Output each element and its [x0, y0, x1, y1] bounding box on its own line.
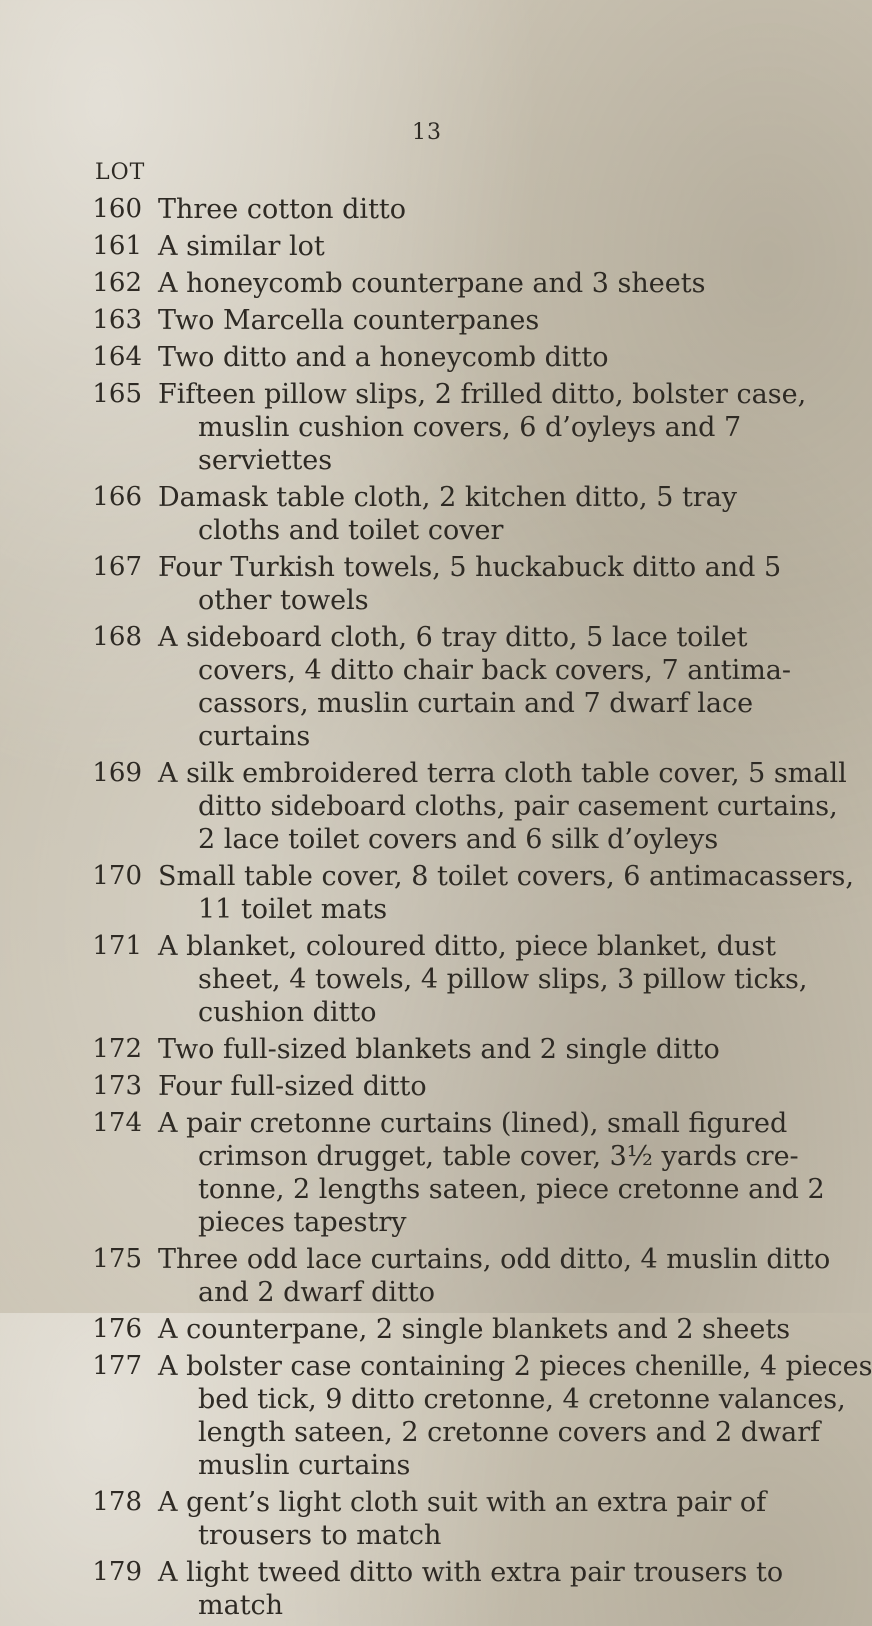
lot-description-line: pieces tapestry	[198, 1207, 407, 1238]
lot-description-line: cushion ditto	[198, 997, 377, 1028]
lot-description-line: tonne, 2 lengths sateen, piece cretonne and 2	[198, 1174, 825, 1205]
lot-description-line: A blanket, coloured ditto, piece blanket, dust	[158, 931, 777, 962]
lot-description-line: A similar lot	[158, 231, 325, 262]
lot-description-line: A honeycomb counterpane and 3 sheets	[158, 268, 706, 299]
lot-description-line: Four Turkish towels, 5 huckabuck ditto and 5	[158, 552, 782, 583]
lot-number: 168	[92, 622, 142, 652]
lot-description-line: Two Marcella counterpanes	[158, 305, 540, 336]
lot-description	[158, 1350, 872, 1482]
lot-description-line: Four full-sized ditto	[158, 1071, 427, 1102]
lot-description-line: match	[198, 1590, 284, 1621]
lot-number: 160	[92, 194, 142, 224]
lot-description	[158, 930, 808, 1029]
lot-description-line: Two full-sized blankets and 2 single ditto	[158, 1034, 720, 1065]
lot-entry	[0, 1313, 800, 1346]
lot-entry	[0, 230, 800, 263]
lot-entry	[0, 1486, 800, 1552]
lot-description-line: sheet, 4 towels, 4 pillow slips, 3 pillow ticks,	[198, 964, 808, 995]
lot-number: 169	[92, 758, 142, 788]
lot-entry	[0, 341, 800, 374]
lot-description-line: A counterpane, 2 single blankets and 2 sheets	[158, 1314, 791, 1345]
lot-description-line: A gent’s light cloth suit with an extra pair of	[158, 1487, 767, 1518]
lot-list	[0, 193, 872, 1626]
lot-description	[158, 551, 782, 617]
lot-description-line: 11 toilet mats	[198, 894, 388, 925]
lot-entry	[0, 1107, 825, 1239]
lot-description-line: Fifteen pillow slips, 2 frilled ditto, bolster case,	[158, 379, 807, 410]
lot-description	[158, 193, 748, 226]
lot-entry	[0, 267, 800, 300]
lot-entry	[0, 1033, 800, 1066]
lot-number: 166	[92, 482, 142, 512]
lot-description-line: 2 lace toilet covers and 6 silk d’oyleys	[198, 824, 719, 855]
lot-description-line: A light tweed ditto with extra pair trousers to	[158, 1557, 784, 1588]
lot-description	[158, 1486, 767, 1552]
page-number: 13	[412, 120, 442, 145]
lot-entry	[0, 1556, 800, 1622]
lot-entry	[0, 481, 800, 547]
lot-entry	[0, 757, 847, 856]
lot-description-line: crimson drugget, table cover, 3½ yards cre-	[198, 1141, 799, 1172]
lot-description-line: A bolster case containing 2 pieces chenille, 4 pieces	[158, 1351, 872, 1382]
lot-number: 171	[92, 931, 142, 961]
lot-description-line: covers, 4 ditto chair back covers, 7 antima-	[198, 655, 792, 686]
lot-description	[158, 1313, 791, 1346]
lot-number: 173	[92, 1071, 142, 1101]
lot-number: 176	[92, 1314, 142, 1344]
lot-number: 178	[92, 1487, 142, 1517]
lot-description	[158, 621, 792, 753]
lot-number: 174	[92, 1108, 142, 1138]
lot-number: 175	[92, 1244, 142, 1274]
lot-column-header: LOT	[95, 160, 146, 185]
lot-description	[158, 378, 807, 477]
lot-description-line: length sateen, 2 cretonne covers and 2 dwarf	[198, 1417, 821, 1448]
lot-entry	[0, 621, 800, 753]
lot-entry	[0, 1350, 872, 1482]
lot-number: 172	[92, 1034, 142, 1064]
lot-entry	[0, 860, 854, 926]
lot-description-line: Three cotton ditto	[158, 194, 407, 225]
lot-entry	[0, 1243, 831, 1309]
lot-description	[158, 341, 748, 374]
lot-description-line: serviettes	[198, 445, 333, 476]
lot-description	[158, 1107, 825, 1239]
lot-description-line: other towels	[198, 585, 369, 616]
lot-description-line: A sideboard cloth, 6 tray ditto, 5 lace toilet	[158, 622, 748, 653]
lot-entry	[0, 304, 800, 337]
lot-description-line: Three odd lace curtains, odd ditto, 4 muslin ditto	[158, 1244, 831, 1275]
lot-entry	[0, 930, 808, 1029]
lot-description	[158, 1243, 831, 1309]
lot-description-line: A pair cretonne curtains (lined), small figured	[158, 1108, 788, 1139]
lot-description-line: and 2 dwarf ditto	[198, 1277, 435, 1308]
lot-description	[158, 1556, 784, 1622]
lot-number: 165	[92, 379, 142, 409]
lot-description	[158, 230, 748, 263]
lot-description-line: Small table cover, 8 toilet covers, 6 antimacassers,	[158, 861, 854, 892]
lot-description-line: curtains	[198, 721, 311, 752]
lot-description	[158, 757, 847, 856]
lot-description-line: cassors, muslin curtain and 7 dwarf lace	[198, 688, 754, 719]
lot-description	[158, 304, 748, 337]
lot-description	[158, 860, 854, 926]
lot-description	[158, 1070, 748, 1103]
lot-number: 177	[92, 1351, 142, 1381]
lot-description-line: cloths and toilet cover	[198, 515, 504, 546]
lot-description-line: Damask table cloth, 2 kitchen ditto, 5 tray	[158, 482, 738, 513]
lot-number: 167	[92, 552, 142, 582]
lot-number: 163	[92, 305, 142, 335]
lot-number: 170	[92, 861, 142, 891]
lot-entry	[0, 378, 807, 477]
lot-number: 179	[92, 1557, 142, 1587]
lot-entry	[0, 1070, 800, 1103]
lot-number: 161	[92, 231, 142, 261]
lot-description-line: trousers to match	[198, 1520, 442, 1551]
lot-description-line: bed tick, 9 ditto cretonne, 4 cretonne valances,	[198, 1384, 846, 1415]
lot-entry	[0, 551, 800, 617]
lot-description-line: Two ditto and a honeycomb ditto	[158, 342, 609, 373]
lot-description-line: muslin curtains	[198, 1450, 411, 1481]
lot-description-line: muslin cushion covers, 6 d’oyleys and 7	[198, 412, 742, 443]
lot-number: 164	[92, 342, 142, 372]
lot-entry	[0, 193, 800, 226]
lot-description	[158, 267, 748, 300]
lot-description-line: A silk embroidered terra cloth table cover, 5 small	[158, 758, 847, 789]
lot-description	[158, 481, 748, 547]
lot-description	[158, 1033, 748, 1066]
lot-description-line: ditto sideboard cloths, pair casement curtains,	[198, 791, 838, 822]
lot-number: 162	[92, 268, 142, 298]
